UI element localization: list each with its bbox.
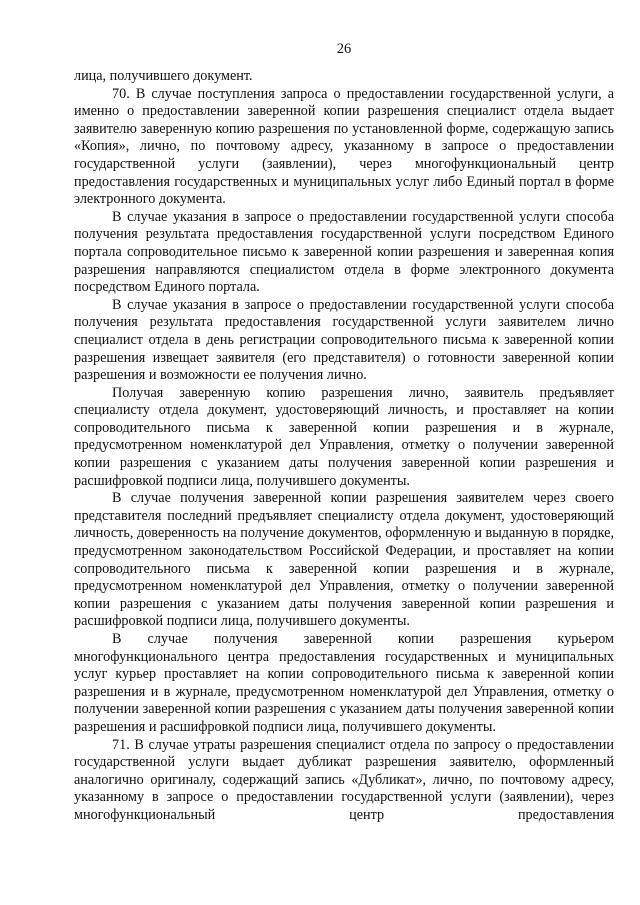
paragraph: В случае получения заверенной копии разрешения курьером многофункционального центра предоставления государственных и муниципальных услуг курьер проставляет на копии сопроводительного письма к заверенной копии разрешения и в журнале, предусмотренном номенклатурой дел Управления, отметку о получении заверенной копии разрешения с указанием даты получения заверенной копии разрешения и расшифровкой подписи лица, получившего документы. — [74, 631, 614, 735]
paragraph: 70. В случае поступления запроса о предоставлении государственной услуги, а именно о предоставлении заверенной копии разрешения специалист отдела выдает заявителю заверенную копию разрешения по установленной форме, содержащую запись «Копия», лично, по почтовому адресу, указанному в запросе о предоставлении государственной услуги (заявлении), через многофункциональный центр предоставления государственных и муниципальных услуг либо Единый портал в форме электронного документа. — [74, 85, 614, 208]
paragraph: В случае указания в запросе о предоставлении государственной услуги способа получения результата предоставления государственной услуги посредством Единого портала сопроводительное письмо к заверенной копии разрешения и заверенная копия разрешения направляются специалистом отдела в форме электронного документа посредством Единого портала. — [74, 208, 614, 296]
paragraph: 71. В случае утраты разрешения специалист отдела по запросу о предоставлении государственной услуги выдает дубликат разрешения заявителю, оформленный аналогично оригиналу, содержащий запись «Дубликат», лично, по почтовому адресу, указанному в запросе о предоставлении государственной услуги (заявлении), через многофункциональный центр предоставления — [74, 736, 614, 823]
paragraph: В случае получения заверенной копии разрешения заявителем через своего представителя последний предъявляет специалисту отдела документ, удостоверяющий личность, доверенность на получение документов, оформленную и выданную в порядке, предусмотренном законодательством Российской Федерации, и проставляет на копии сопроводительного письма к заверенной копии разрешения и в журнале, предусмотренном номенклатурой дел Управления, отметку о получении заверенной копии разрешения с указанием даты получения заверенной копии разрешения и расшифровкой подписи лица, получившего документы. — [74, 490, 614, 630]
paragraph: Получая заверенную копию разрешения лично, заявитель предъявляет специалисту отдела документ, удостоверяющий личность, и проставляет на копии сопроводительного письма к заверенной копии разрешения и в журнале, предусмотренном номенклатурой дел Управления, отметку о получении заверенной копии разрешения с указанием даты получения заверенной копии разрешения и расшифровкой подписи лица, получившего документы. — [74, 384, 614, 489]
document-body — [74, 68, 614, 825]
paragraph: В случае указания в запросе о предоставлении государственной услуги способа получения результата предоставления государственной услуги заявителем лично специалист отдела в день регистрации сопроводительного письма к заверенной копии разрешения извещает заявителя (его представителя) о готовности заверенной копии разрешения и возможности ее получения лично. — [74, 296, 614, 384]
paragraph: лица, получившего документ. — [74, 68, 253, 84]
page-number: 26 — [336, 41, 352, 57]
